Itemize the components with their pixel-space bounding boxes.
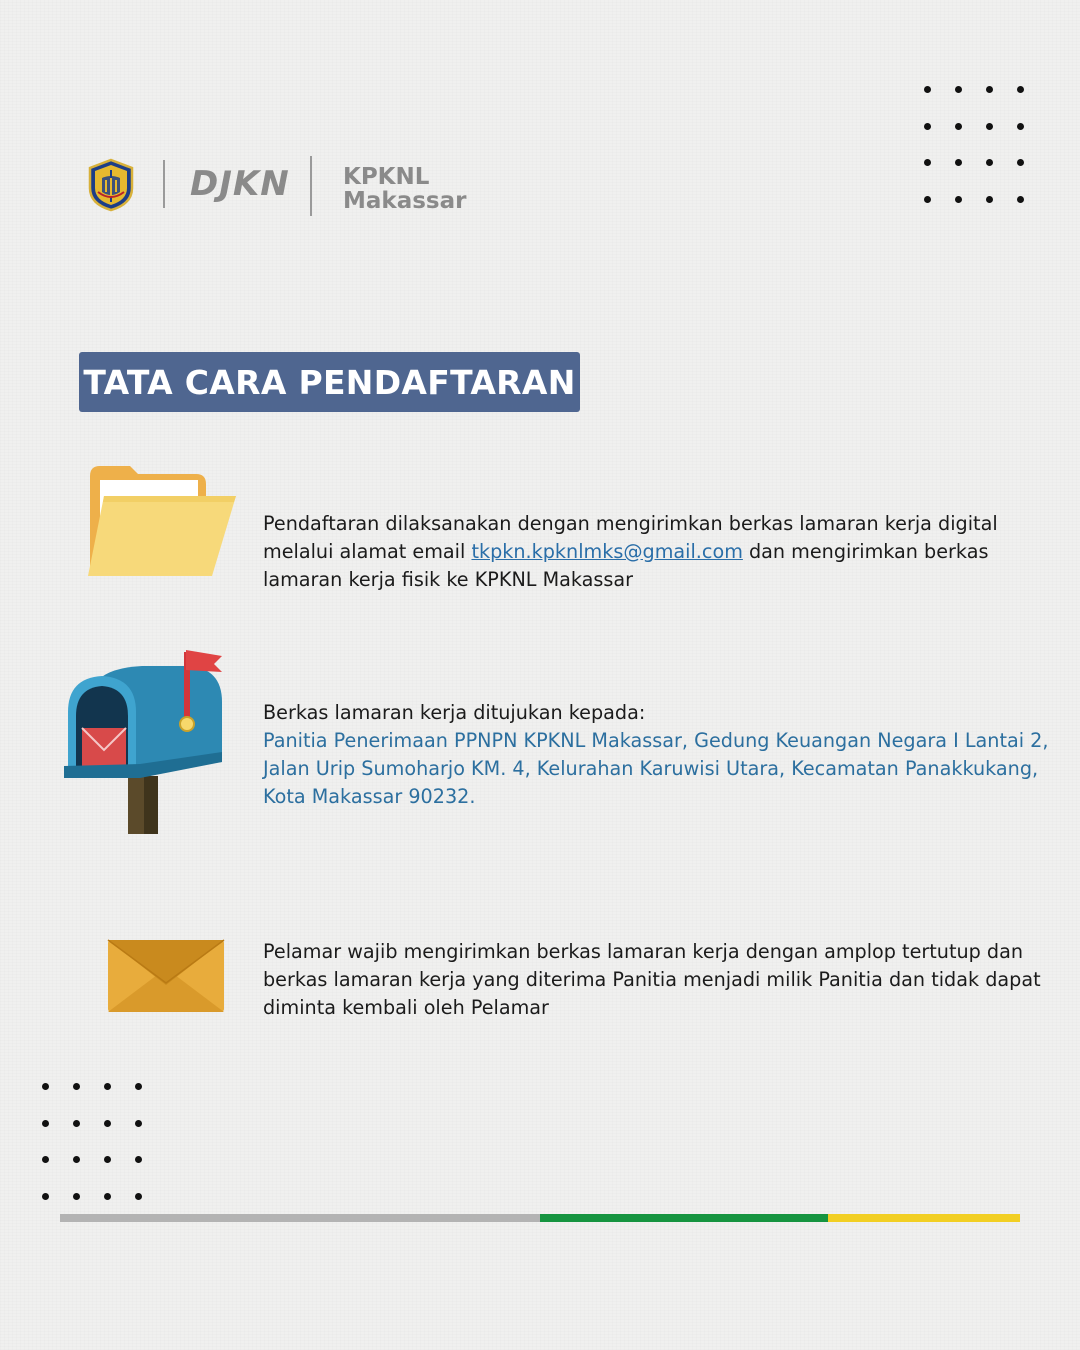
header-divider [163, 160, 165, 208]
step2-text [263, 699, 1068, 811]
page-title-box [79, 352, 580, 412]
recipient-address: Panitia Penerimaan PPNPN KPKNL Makassar, Gedung Keuangan Negara I Lantai 2, Jalan Urip Sumoharjo KM. 4, Kelurahan Karuwisi Utara, Kecamatan Panakkukang, Kota Makassar 90232. [263, 729, 1049, 808]
step1-text-before: Pendaftaran dilaksanakan dengan mengirimkan berkas lamaran kerja digital melalui alamat email [263, 512, 998, 563]
email-link[interactable]: tkpkn.kpknlmks@gmail.com [471, 540, 743, 563]
kemenkeu-emblem-icon [84, 158, 138, 212]
djkn-logo: DJKN [190, 164, 290, 204]
footer-bar-green [540, 1214, 828, 1222]
mailbox-icon [62, 646, 224, 836]
page-title: TATA CARA PENDAFTARAN [83, 362, 576, 402]
decorative-dots-bottom [42, 1083, 166, 1229]
header-divider [310, 156, 312, 216]
office-name-line2: Makassar [343, 188, 467, 214]
folder-icon [86, 462, 238, 580]
step2-intro: Berkas lamaran kerja ditujukan kepada: [263, 701, 646, 724]
footer-bar-gray [60, 1214, 540, 1222]
footer-bar-yellow [828, 1214, 1020, 1222]
step3-text: Pelamar wajib mengirimkan berkas lamaran kerja dengan amplop tertutup dan berkas lamaran kerja yang diterima Panitia menjadi milik Panitia dan tidak dapat diminta kembali oleh Pelamar [263, 940, 1041, 1019]
step1-text [263, 510, 1068, 594]
envelope-icon [107, 939, 225, 1013]
decorative-dots-top [924, 86, 1048, 232]
step1-text-after: dan mengirimkan berkas lamaran kerja fisik ke KPKNL Makassar [263, 540, 989, 591]
office-name-line1: KPKNL [343, 164, 430, 190]
